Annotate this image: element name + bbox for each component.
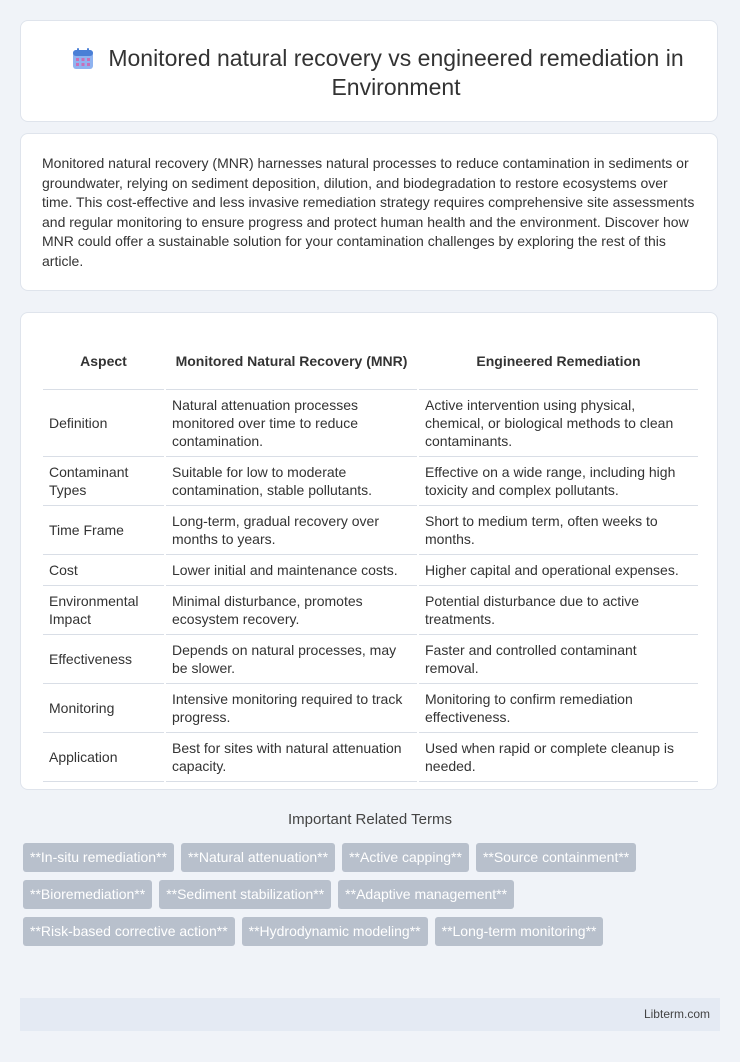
row-engineered: Monitoring to confirm remediation effectiveness. [418,683,698,732]
related-term-tag[interactable]: **Source containment** [476,843,636,872]
comparison-table-card [20,312,718,790]
row-engineered: Potential disturbance due to active treatments. [418,585,698,634]
row-aspect: Effectiveness [43,634,165,683]
intro-text: Monitored natural recovery (MNR) harnesses natural processes to reduce contamination in sediments or groundwater, relying on sediment deposition, dilution, and biodegradation to restore ecosystems over time. This cost-effective and less invasive remediation strategy requires comprehensive site assessments and regular monitoring to ensure progress and protect human health and the environment. Discover how MNR could offer a sustainable solution for your contamination challenges by exploring the rest of this article. [42,155,695,269]
header-mnr: Monitored Natural Recovery (MNR) [165,333,418,389]
table-header-row [43,333,698,389]
row-aspect: Environmental Impact [43,585,165,634]
row-mnr: Lower initial and maintenance costs. [165,554,418,585]
row-mnr: Minimal disturbance, promotes ecosystem recovery. [165,585,418,634]
related-term-tag[interactable]: **Sediment stabilization** [159,880,331,909]
related-term-tag[interactable]: **Adaptive management** [338,880,514,909]
related-term-tag[interactable]: **Active capping** [342,843,469,872]
related-term-tag[interactable]: **Natural attenuation** [181,843,335,872]
footer-site-link[interactable]: Libterm.com [643,1007,710,1021]
row-aspect: Contaminant Types [43,456,165,505]
row-engineered: Used when rapid or complete cleanup is needed. [418,732,698,781]
header-aspect: Aspect [43,333,165,389]
related-terms-title: Important Related Terms [288,811,452,828]
table-row [43,585,698,634]
table-row [43,456,698,505]
table-row [43,389,698,456]
related-term-tag[interactable]: **Bioremediation** [23,880,152,909]
row-mnr: Depends on natural processes, may be slower. [165,634,418,683]
row-engineered: Higher capital and operational expenses. [418,554,698,585]
row-aspect: Definition [43,389,165,456]
table-row [43,505,698,554]
comparison-table [43,333,698,782]
row-mnr: Intensive monitoring required to track progress. [165,683,418,732]
row-engineered: Effective on a wide range, including high toxicity and complex pollutants. [418,456,698,505]
row-mnr: Natural attenuation processes monitored over time to reduce contamination. [165,389,418,456]
related-term-tag[interactable]: **Hydrodynamic modeling** [242,917,428,946]
table-row [43,634,698,683]
related-terms-list [23,843,713,946]
related-term-tag[interactable]: **Long-term monitoring** [435,917,604,946]
row-aspect: Cost [43,554,165,585]
page-title: Monitored natural recovery vs engineered remediation in Environment [108,45,684,100]
title-card [20,20,718,122]
row-mnr: Long-term, gradual recovery over months to years. [165,505,418,554]
related-term-tag[interactable]: **Risk-based corrective action** [23,917,235,946]
related-term-tag[interactable]: **In-situ remediation** [23,843,174,872]
row-engineered: Short to medium term, often weeks to months. [418,505,698,554]
row-aspect: Monitoring [43,683,165,732]
table-row [43,554,698,585]
row-aspect: Time Frame [43,505,165,554]
footer [20,998,720,1031]
table-row [43,683,698,732]
row-engineered: Active intervention using physical, chemical, or biological methods to clean contaminants. [418,389,698,456]
intro-card [20,133,718,291]
row-mnr: Best for sites with natural attenuation capacity. [165,732,418,781]
header-engineered: Engineered Remediation [418,333,698,389]
row-engineered: Faster and controlled contaminant removal. [418,634,698,683]
row-aspect: Application [43,732,165,781]
table-row [43,732,698,781]
row-mnr: Suitable for low to moderate contamination, stable pollutants. [165,456,418,505]
